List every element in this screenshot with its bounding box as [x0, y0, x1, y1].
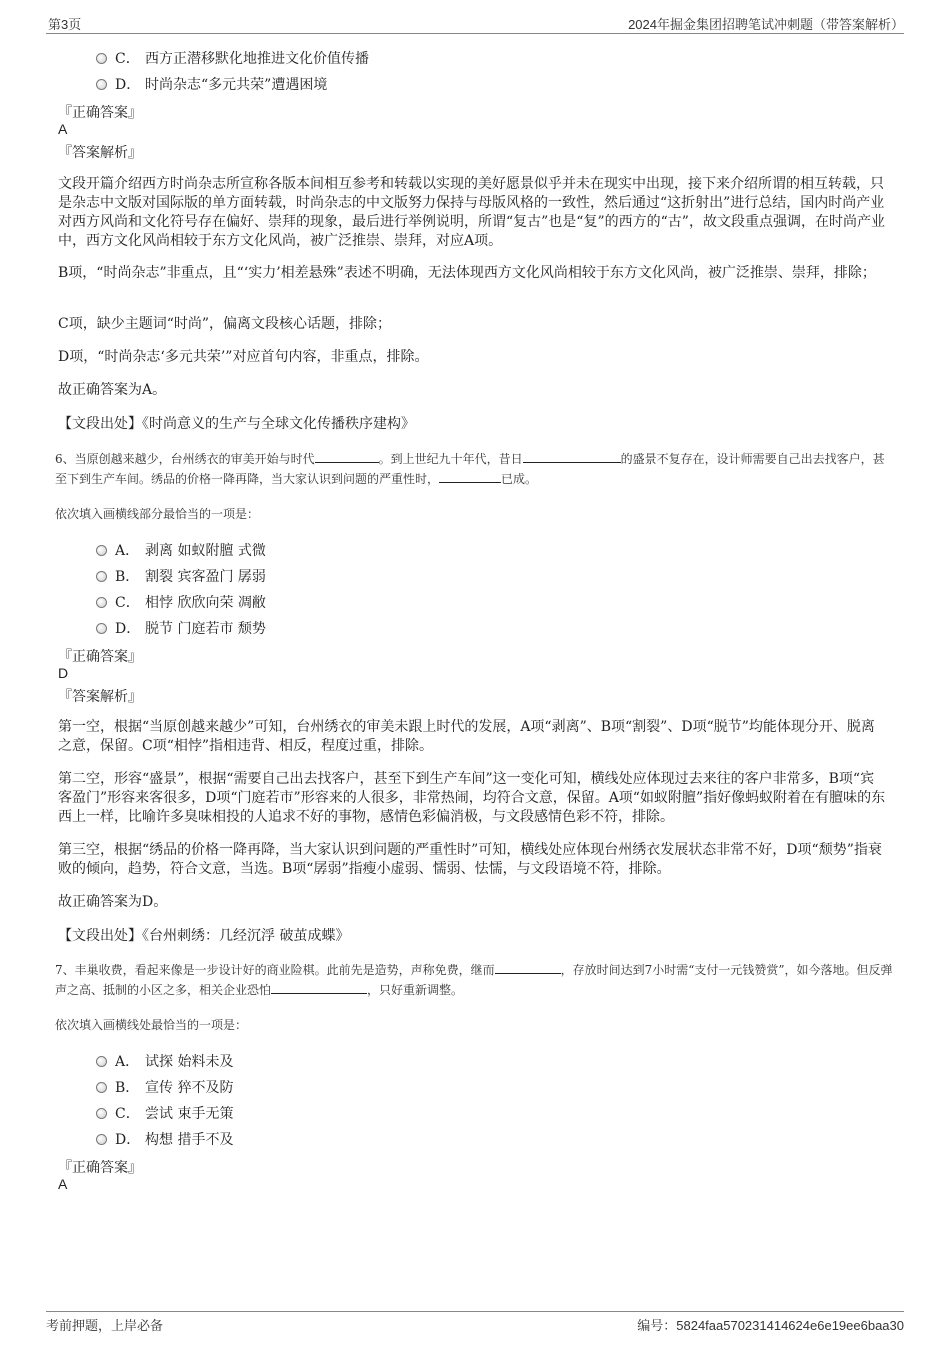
q7-option-d[interactable]: D． 构想 措手不及 — [96, 1129, 233, 1149]
source-citation: 【文段出处】《台州刺绣：几经沉浮 破茧成蝶》 — [58, 928, 350, 944]
analysis-paragraph: B项，“时尚杂志”非重点，且“‘实力’相差悬殊”表述不明确，无法体现西方文化风尚相较于东方文化风尚，被广泛推崇、崇拜，排除； — [58, 265, 876, 281]
answer-label: 『正确答案』 — [58, 105, 142, 121]
page-number: 第3页 — [48, 17, 82, 32]
header-rule — [46, 33, 904, 34]
answer-label: 『正确答案』 — [58, 1160, 142, 1176]
fill-blank[interactable] — [495, 961, 561, 974]
answer-label: 『正确答案』 — [58, 649, 142, 665]
source-citation: 【文段出处】《时尚意义的生产与全球文化传播秩序建构》 — [58, 416, 415, 432]
radio-icon[interactable] — [96, 53, 107, 64]
radio-icon[interactable] — [96, 597, 107, 608]
answer-value: A — [58, 121, 68, 137]
radio-icon[interactable] — [96, 1082, 107, 1093]
analysis-paragraph: 故正确答案为D。 — [58, 894, 168, 910]
question-stem: 6、当原创越来越少，台州绣衣的审美开始与时代 。到上世纪九十年代，昔日 的盛景不复存在，设计师需要自己出去找客户，甚至下到生产车间。绣品的价格一降再降，当大家认识到问题的严重性时， 已成。 — [55, 452, 885, 486]
analysis-paragraph: C项，缺少主题词“时尚”，偏离文段核心话题，排除； — [58, 316, 392, 332]
q6-option-d[interactable]: D． 脱节 门庭若市 颓势 — [96, 618, 266, 638]
fill-blank[interactable] — [315, 450, 379, 463]
radio-icon[interactable] — [96, 1108, 107, 1119]
q7-option-a[interactable]: A． 试探 始料未及 — [96, 1051, 233, 1071]
question-prompt: 依次填入画横线处最恰当的一项是： — [55, 1018, 248, 1032]
document-title: 2024年掘金集团招聘笔试冲刺题（带答案解析） — [628, 17, 904, 32]
q6-option-b[interactable]: B． 割裂 宾客盈门 孱弱 — [96, 566, 266, 586]
q7-option-b[interactable]: B． 宣传 猝不及防 — [96, 1077, 233, 1097]
analysis-paragraph: 第二空，形容“盛景”，根据“需要自己出去找客户，甚至下到生产车间”这一变化可知，横线处应体现过去来往的客户非常多，B项“宾客盈门”形容来客很多，D项“门庭若市”形容来的人很多，非常热闹，均符合文意，保留。A项“如蚁附膻”指好像蚂蚁附着在有膻味的东西上一样，比喻许多臭味相投的人追求不好的事物，感情色彩偏消极，与文段感情色彩不符，排除。 — [58, 771, 886, 825]
fill-blank[interactable] — [439, 470, 501, 483]
q5-option-d[interactable]: D． 时尚杂志“多元共荣”遭遇困境 — [96, 74, 327, 94]
radio-icon[interactable] — [96, 1134, 107, 1145]
radio-icon[interactable] — [96, 623, 107, 634]
footer-rule — [46, 1311, 904, 1312]
analysis-paragraph: 文段开篇介绍西方时尚杂志所宣称各版本间相互参考和转载以实现的美好愿景似乎并未在现实中出现，接下来介绍所谓的相互转载，只是杂志中文版对国际版的单方面转载，时尚杂志的中文版努力保持与母版风格的一致性，然后通过“这折射出”进行总结，国内时尚产业对西方风尚和文化符号存在偏好、崇拜的现象，最后进行举例说明，所谓“复古”也是“复”的西方的“古”，故文段重点强调，在时尚产业中，西方文化风尚相较于东方文化风尚，被广泛推崇、崇拜，对应A项。 — [58, 176, 885, 249]
answer-value: A — [58, 1176, 68, 1192]
answer-value: D — [58, 665, 69, 681]
q7-option-c[interactable]: C． 尝试 束手无策 — [96, 1103, 233, 1123]
document-id: 编号：5824faa570231414624e6e19ee6baa30 — [637, 1318, 904, 1333]
question-stem: 7、丰巢收费，看起来像是一步设计好的商业险棋。此前先是造势，声称免费，继而 ，存放时间达到7小时需“支付一元钱赞赏”，如今落地。但反弹声之高、抵制的小区之多，相关企业恐怕 ，只好重新调整。 — [55, 963, 893, 997]
question-prompt: 依次填入画横线部分最恰当的一项是： — [55, 507, 260, 521]
analysis-paragraph: 第一空，根据“当原创越来越少”可知，台州绣衣的审美未跟上时代的发展，A项“剥离”、B项“割裂”、D项“脱节”均能体现分开、脱离之意，保留。C项“相悖”指相违背、相反，程度过重，排除。 — [58, 719, 875, 754]
q5-option-c[interactable]: C． 西方正潜移默化地推进文化价值传播 — [96, 48, 369, 68]
analysis-label: 『答案解析』 — [58, 689, 142, 705]
footer-slogan: 考前押题，上岸必备 — [46, 1318, 164, 1333]
radio-icon[interactable] — [96, 545, 107, 556]
radio-icon[interactable] — [96, 571, 107, 582]
radio-icon[interactable] — [96, 79, 107, 90]
analysis-paragraph: D项，“时尚杂志‘多元共荣’”对应首句内容，非重点，排除。 — [58, 349, 429, 365]
q6-option-a[interactable]: A． 剥离 如蚁附膻 式微 — [96, 540, 266, 560]
fill-blank[interactable] — [271, 981, 367, 994]
analysis-paragraph: 第三空，根据“绣品的价格一降再降，当大家认识到问题的严重性时”可知，横线处应体现台州绣衣发展状态非常不好，D项“颓势”指衰败的倾向，趋势，符合文意，当选。B项“孱弱”指瘦小虚弱、懦弱、怯懦，与文段语境不符，排除。 — [58, 842, 882, 877]
analysis-paragraph: 故正确答案为A。 — [58, 382, 167, 398]
radio-icon[interactable] — [96, 1056, 107, 1067]
q6-option-c[interactable]: C． 相悖 欣欣向荣 凋敝 — [96, 592, 266, 612]
analysis-label: 『答案解析』 — [58, 145, 142, 161]
fill-blank[interactable] — [523, 450, 621, 463]
